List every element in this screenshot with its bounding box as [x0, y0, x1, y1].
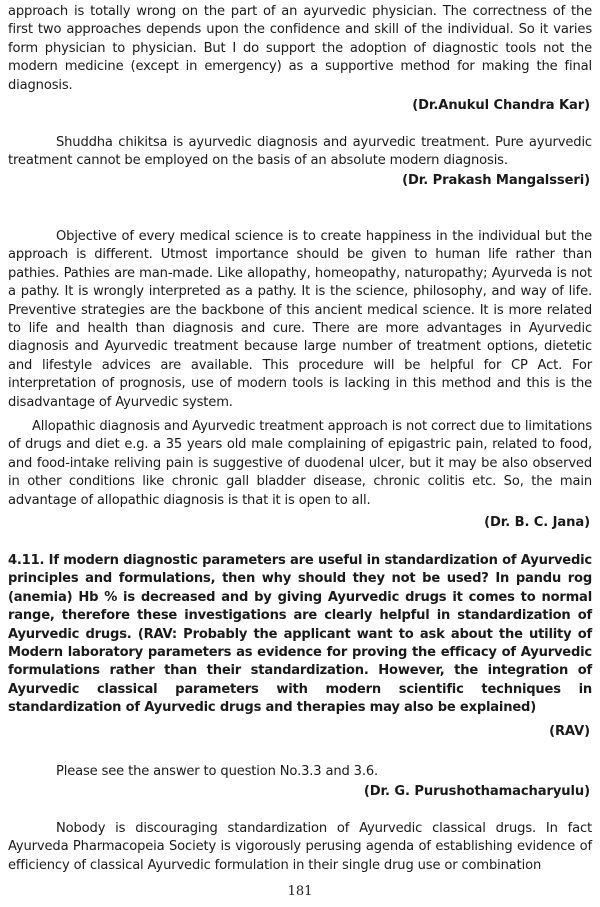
paragraph-standardization: Nobody is discouraging standardization of Ayurvedic classical drugs. In fact Ayurveda Pharmacopeia Society is vigorously perusing agenda of establishing evidence of efficiency of classical Ayurvedic formulation in their single drug use or combination	[8, 821, 592, 873]
paragraph-allopathic-diagnosis: Allopathic diagnosis and Ayurvedic treatment approach is not correct due to limitations of drugs and diet e.g. a 35 years old male complaining of epigastric pain, related to food, and food-intake reliving pain is suggestive of duodenal ulcer, but it may be also observed in other conditions like chronic gall bladder disease, chronic colitis etc. So, the main advantage of allopathic diagnosis is that it is open to all.	[8, 419, 592, 508]
attribution-purushothamacharyulu: (Dr. G. Purushothamacharyulu)	[363, 784, 590, 799]
page-number: 181	[287, 884, 313, 899]
paragraph-see-answer: Please see the answer to question No.3.3 and 3.6.	[56, 764, 379, 779]
attribution-prakash-mangalsseri: (Dr. Prakash Mangalsseri)	[402, 173, 590, 188]
paragraph-continued: approach is totally wrong on the part of an ayurvedic physician. The correctness of the first two approaches depends upon the confidence and skill of the individual. So it varies form physician to physician. But I do support the adoption of diagnostic tools not the modern medicine (except in emergency) as a supportive method for making the final diagnosis.	[8, 4, 592, 93]
question-4-11: 4.11. If modern diagnostic parameters are useful in standardization of Ayurvedic principles and formulations, then why should they not be used? In pandu rog (anemia) Hb % is decreased and by giving Ayurvedic drugs it comes to normal range, therefore these investigations are clearly helpful in standardization of Ayurvedic drugs. (RAV: Probably the applicant want to ask about the utility of Modern laboratory parameters as evidence for proving the efficacy of Ayurvedic formulations rather than their standardization. However, the integration of Ayurvedic classical parameters with modern scientific techniques in standardization of Ayurvedic drugs and therapies may also be explained)	[8, 553, 592, 716]
paragraph-objective-medical-science: Objective of every medical science is to create happiness in the individual but the approach is different. Utmost importance should be given to human life rather than pathies. Pathies are man-made. Like allopathy, homeopathy, naturopathy; Ayurveda is not a pathy. It is wrongly interpreted as a pathy. It is the science, philosophy, and way of life. Preventive strategies are the backbone of this ancient medical science. It is more related to life and health than diagnosis and cure. There are more advantages in Ayurvedic diagnosis and Ayurvedic treatment because large number of treatment options, dietetic and lifestyle advices are available. This procedure will be helpful for CP Act. For interpretation of prognosis, use of modern tools is lacking in this method and this is the disadvantage of Ayurvedic system.	[8, 229, 592, 410]
attribution-bc-jana: (Dr. B. C. Jana)	[484, 515, 590, 530]
attribution-rav: (RAV)	[549, 724, 590, 739]
attribution-anukul-chandra-kar: (Dr.Anukul Chandra Kar)	[412, 98, 590, 113]
paragraph-shuddha-chikitsa: Shuddha chikitsa is ayurvedic diagnosis and ayurvedic treatment. Pure ayurvedic treatment cannot be employed on the basis of an absolute modern diagnosis.	[8, 135, 592, 169]
